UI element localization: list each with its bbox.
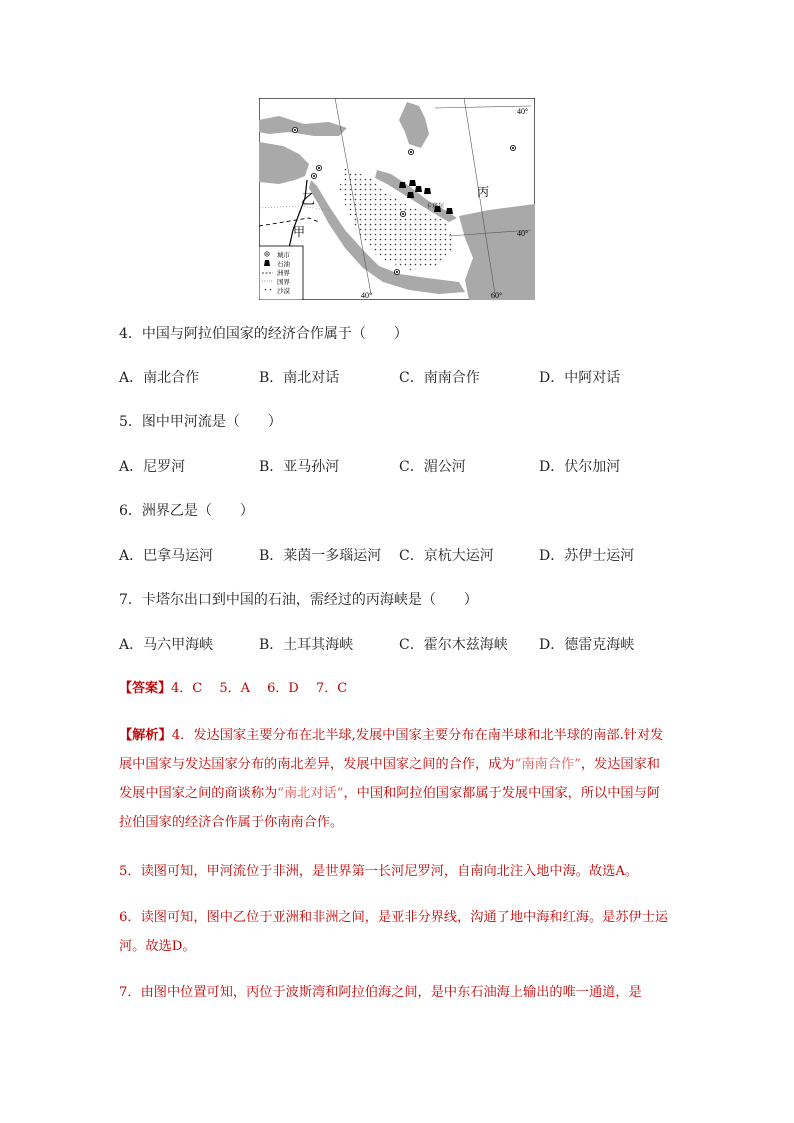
- q5-option-d: D．伏尔加河: [539, 459, 621, 475]
- question-4-stem: 4．中国与阿拉伯国家的经济合作属于（ ）: [119, 326, 408, 342]
- analysis-4-quote-1: “南南合作”: [514, 757, 581, 772]
- analysis-4-quote-2: “南北对话”: [277, 786, 344, 801]
- label-yi: 乙: [301, 193, 315, 208]
- answer-tag: 【答案】: [119, 681, 172, 696]
- legend-city: 城市: [277, 252, 290, 259]
- analysis-4-part-a: 4．发达国家主要分布在北半球,发展中国家主要分布在南半球和北半球的南部.针对发展中国家与发达国家分布的南北差异，发展中国家之间的合作，成为: [119, 728, 664, 772]
- analysis-6: 6．读图可知，图中乙位于亚洲和非洲之间，是亚非分界线，沟通了地中海和红海。是苏伊士运河。故选D。: [119, 910, 669, 954]
- label-bing: 丙: [477, 185, 490, 199]
- label-lon40: 40°: [361, 291, 373, 300]
- label-lat40-top: 40°: [517, 107, 529, 116]
- label-lat40-mid: 40°: [517, 229, 529, 238]
- question-6-stem: 6．洲界乙是（ ）: [119, 503, 254, 519]
- analysis-5: 5．读图可知，甲河流位于非洲，是世界第一长河尼罗河，自南向北注入地中海。故选A。: [119, 864, 639, 879]
- label-jia: 甲: [293, 225, 306, 239]
- desert-icon: [262, 286, 273, 293]
- q6-option-c: C．京杭大运河: [399, 548, 494, 564]
- analysis-7: 7．由图中位置可知，丙位于波斯湾和阿拉伯海之间，是中东石油海上输出的唯一通道，是: [119, 985, 642, 1000]
- q7-option-d: D．德雷克海峡: [539, 637, 635, 653]
- oil-icon: [264, 260, 270, 266]
- q6-option-a: A．巴拿马运河: [119, 548, 214, 564]
- legend-oil: 石油: [277, 261, 290, 268]
- answer-line: [119, 679, 347, 699]
- legend-border: 国界: [277, 279, 290, 286]
- label-lon60: 60°: [491, 291, 503, 300]
- answer-text: 4．C 5．A 6．D 7．C: [171, 681, 348, 696]
- q5-option-c: C．湄公河: [399, 459, 466, 475]
- legend-continent: 洲界: [277, 270, 290, 277]
- q7-option-c: C．霍尔木兹海峡: [399, 637, 508, 653]
- q6-option-d: D．苏伊士运河: [539, 548, 635, 564]
- middle-east-map: [259, 98, 535, 300]
- q5-option-a: A．尼罗河: [119, 459, 186, 475]
- q7-option-a: A．马六甲海峡: [119, 637, 214, 653]
- analysis-4: [119, 721, 673, 837]
- map-legend: [259, 246, 303, 300]
- legend-desert: 沙漠: [277, 288, 290, 295]
- question-5-stem: 5．图中甲河流是（ ）: [119, 414, 282, 430]
- analysis-4-part-c: ，中国和阿拉伯国家都属于发展中国家，所以中国与阿拉伯国家的经济合作属于你南南合作。: [119, 786, 660, 830]
- q4-option-a: A．南北合作: [119, 370, 200, 386]
- q6-option-b: B．莱茵一多瑙运河: [259, 548, 382, 564]
- analysis-tag: 【解析】: [119, 728, 172, 743]
- map-svg: [259, 98, 535, 300]
- label-qatar: 卡塔尔: [426, 204, 445, 210]
- q4-option-c: C．南南合作: [399, 370, 480, 386]
- question-7-stem: 7．卡塔尔出口到中国的石油，需经过的丙海峡是（ ）: [119, 592, 478, 608]
- analysis-4-part-b: ，发达国家和发展中国家之间的商谈称为: [119, 757, 660, 801]
- q7-option-b: B．土耳其海峡: [259, 637, 354, 653]
- q4-option-d: D．中阿对话: [539, 370, 621, 386]
- q5-option-b: B．亚马孙河: [259, 459, 340, 475]
- q4-option-b: B．南北对话: [259, 370, 340, 386]
